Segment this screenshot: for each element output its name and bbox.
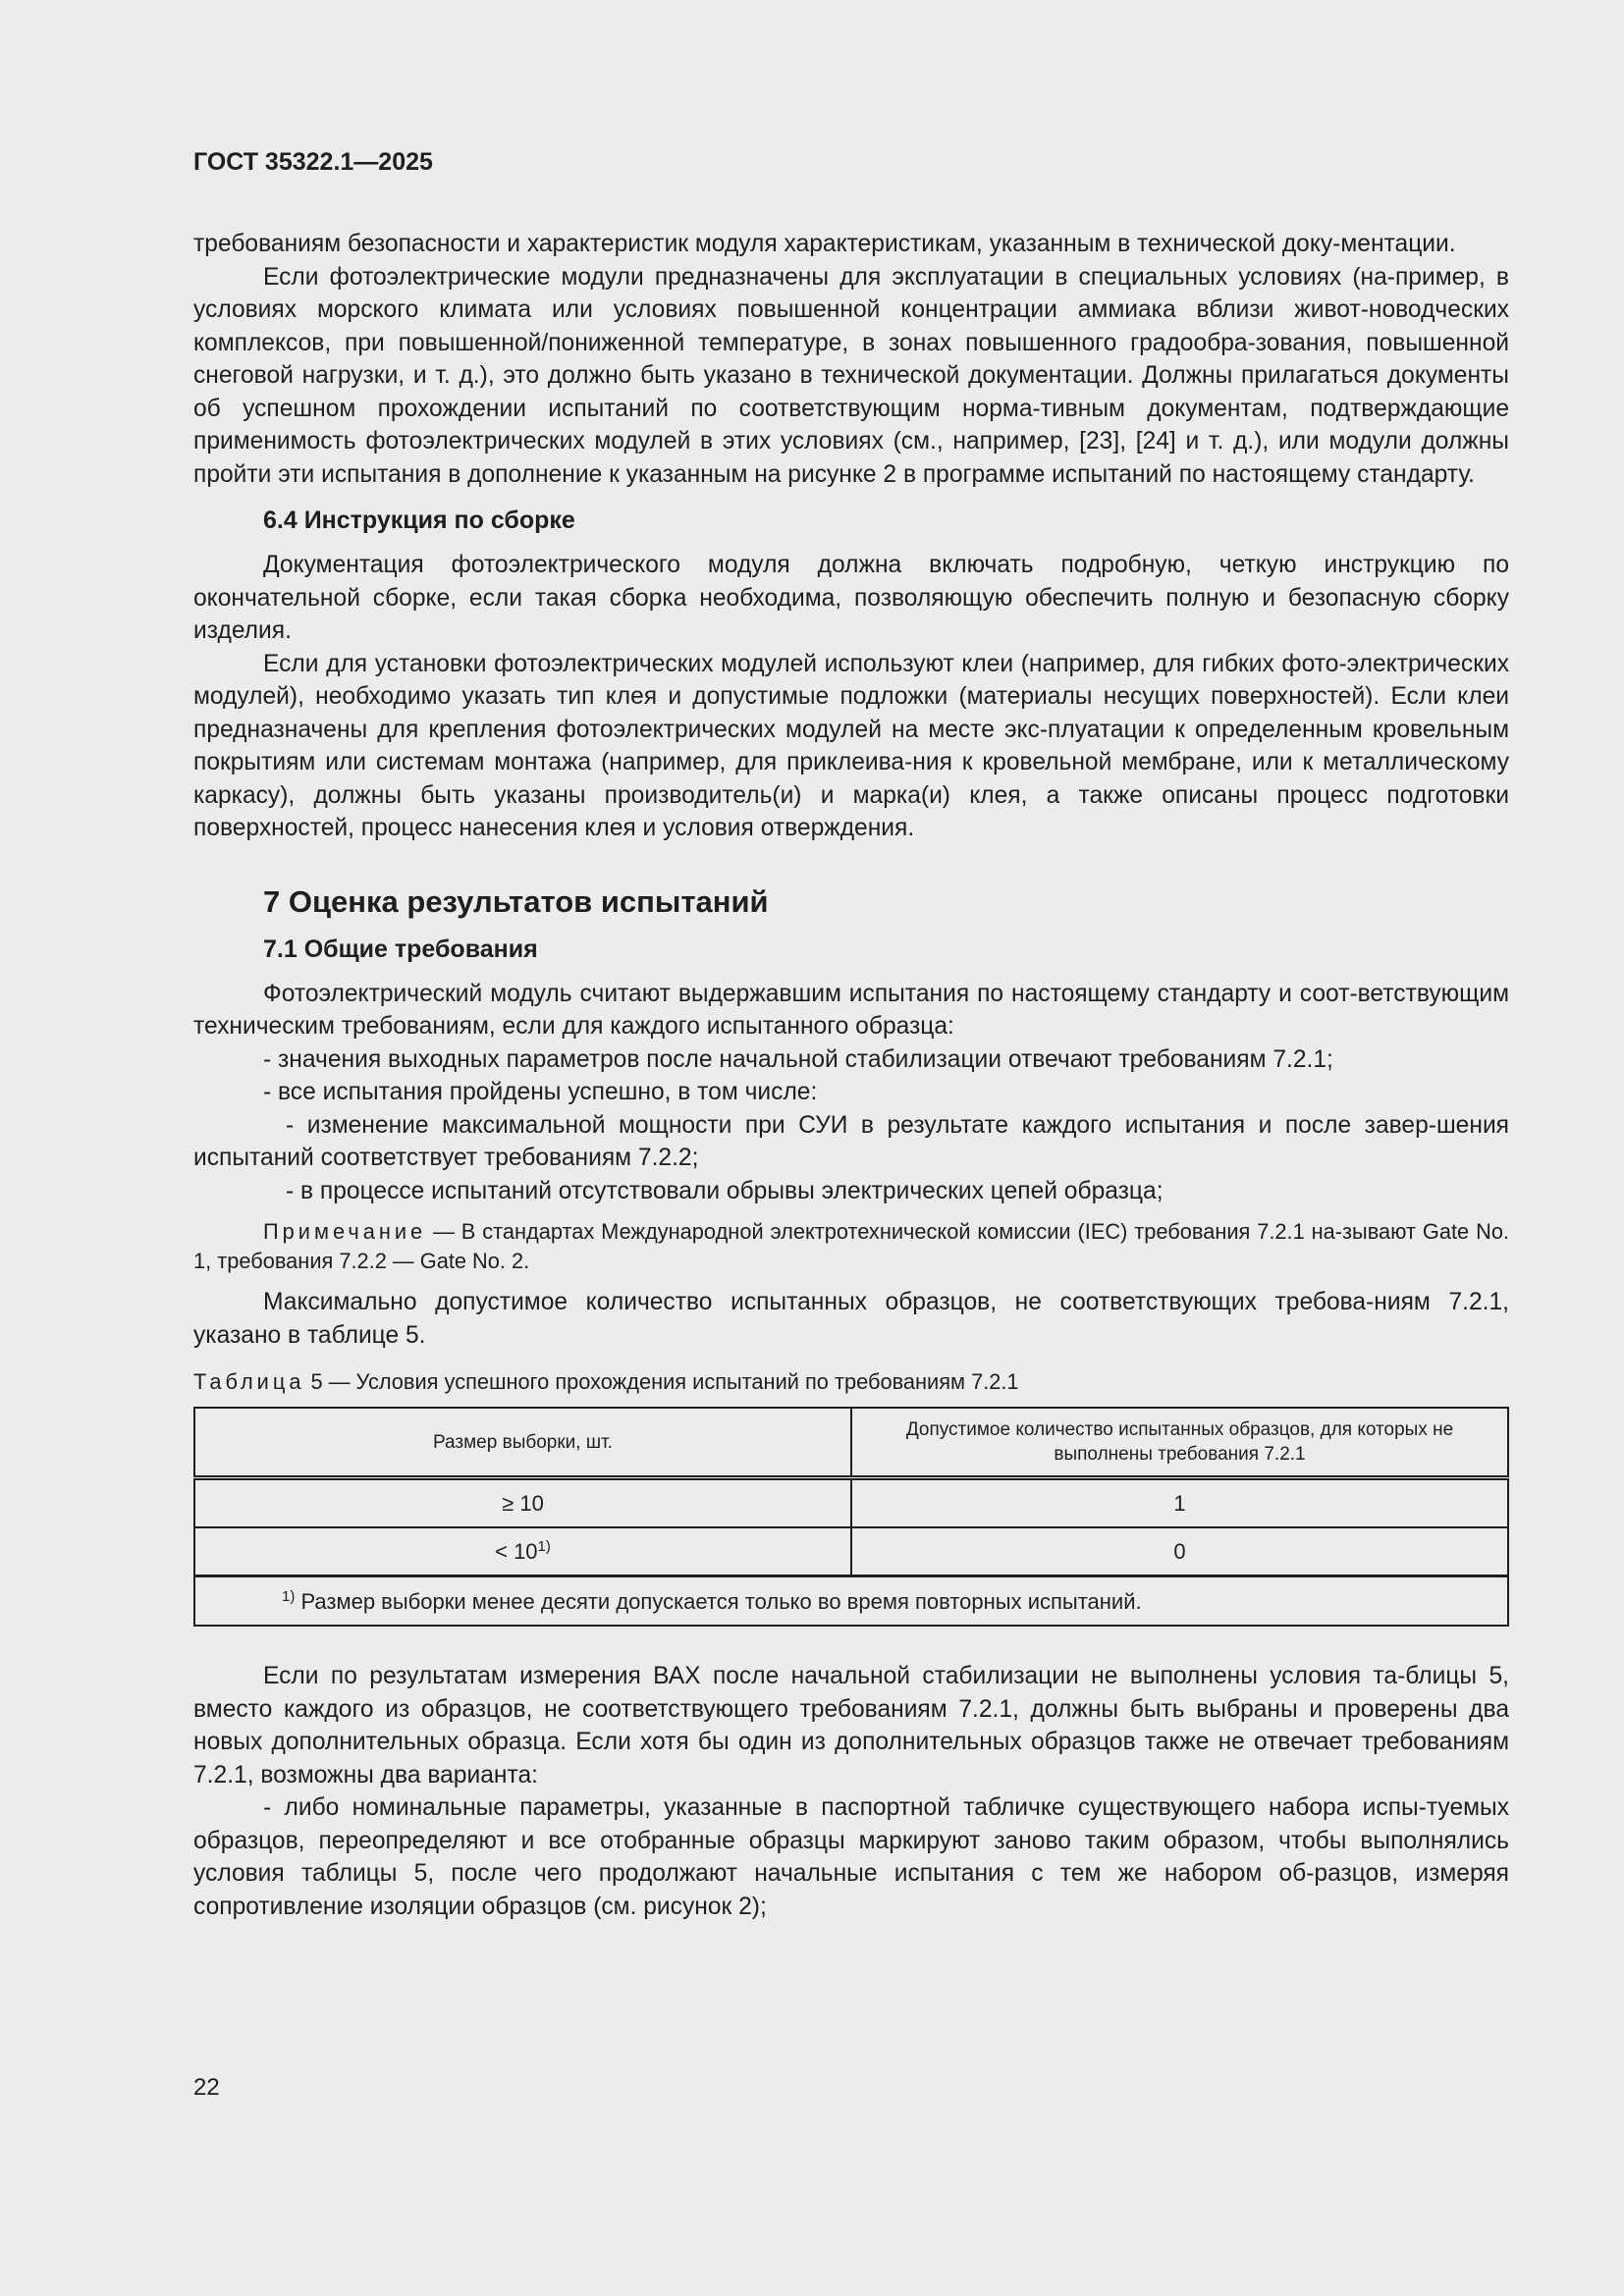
table-row bbox=[194, 1478, 1508, 1528]
list-item-option-1: - либо номинальные параметры, указанные в паспортной табличке существующего набора испы-туемых образцов, переопределяют и все отобранные образцы маркируют заново таким образом, чтобы выполнялись условия таблицы 5, после чего продолжают начальные испытания с тем же набором об-разцов, измеряя сопротивление изоляции образцов (см. рисунок 2); bbox=[193, 1794, 1509, 1920]
heading-7-1: 7.1 Общие требования bbox=[263, 934, 538, 963]
note bbox=[193, 1217, 1509, 1276]
table-cell-allowed-failures: 0 bbox=[851, 1527, 1508, 1576]
heading-6-4: 6.4 Инструкция по сборке bbox=[263, 507, 575, 534]
table-header-allowed-failures: Допустимое количество испытанных образцов, для которых не выполнены требования 7.2.1 bbox=[851, 1408, 1508, 1478]
paragraph-max-samples: Максимально допустимое количество испытанных образцов, не соответствующих требова-ниям 7.2.1, указано в таблице 5. bbox=[193, 1289, 1509, 1349]
table-5 bbox=[193, 1407, 1509, 1627]
footnote-ref: 1) bbox=[537, 1538, 551, 1555]
table-header-sample-size: Размер выборки, шт. bbox=[194, 1408, 851, 1478]
footnote-text: Размер выборки менее десяти допускается только во время повторных испытаний. bbox=[295, 1588, 1142, 1614]
footnote-mark: 1) bbox=[282, 1587, 296, 1605]
note-label: Примечание bbox=[263, 1219, 427, 1244]
paragraph-special-conditions: Если фотоэлектрические модули предназначены для эксплуатации в специальных условиях (на-пример, в условиях морского климата или условиях повышенной концентрации аммиака вблизи живот-новодческих комплексов, при повышенной/пониженной температуре, в зонах повышенного градообра-зования, повышенной снеговой нагрузки, и т. д.), это должно быть указано в технической документации. Должны прилагаться документы об успешном прохождении испытаний по соответствующим норма-тивным документам, подтверждающие применимость фотоэлектрических модулей в этих условиях (см., например, [23], [24] и т. д.), или модули должны пройти эти испытания в дополнение к указанным на рисунке 2 в программе испытаний по настоящему стандарту. bbox=[193, 263, 1509, 488]
table-caption-label: Таблица bbox=[193, 1369, 305, 1394]
table-cell-sample-size bbox=[194, 1527, 851, 1576]
list-item-no-open-circuits: - в процессе испытаний отсутствовали обрывы электрических цепей образца; bbox=[286, 1177, 1164, 1204]
table-caption-title: 5 — Условия успешного прохождения испытаний по требованиям 7.2.1 bbox=[304, 1369, 1019, 1394]
table-footnote-row bbox=[194, 1576, 1508, 1627]
table-footnote bbox=[194, 1576, 1508, 1627]
paragraph-assembly-docs: Документация фотоэлектрического модуля должна включать подробную, четкую инструкцию по окончательной сборке, если такая сборка необходима, позволяющую обеспечить полную и безопасную сборку изделия. bbox=[193, 552, 1509, 644]
table-caption bbox=[193, 1367, 1509, 1397]
paragraph-iv-measurement: Если по результатам измерения ВАХ после начальной стабилизации не выполнены условия та-блицы 5, вместо каждого из образцов, не соответствующего требованиям 7.2.1, должны быть выбраны и проверены два новых дополнительных образца. Если хотя бы один из дополнительных образцов также не отвечает требованиям 7.2.1, возможны два варианта: bbox=[193, 1663, 1509, 1789]
note-text: — В стандартах Международной электротехнической комиссии (IEC) требования 7.2.1 на-зывают Gate No. 1, требования 7.2.2 — Gate No. 2. bbox=[193, 1219, 1509, 1273]
table-header-row bbox=[194, 1408, 1508, 1478]
paragraph-continuation: требованиям безопасности и характеристик модуля характеристикам, указанным в технической доку-ментации. bbox=[193, 231, 1456, 257]
document-page bbox=[193, 147, 1509, 1923]
list-item-all-tests: - все испытания пройдены успешно, в том числе: bbox=[263, 1079, 818, 1105]
table-cell-allowed-failures: 1 bbox=[851, 1478, 1508, 1528]
list-item-power-change: - изменение максимальной мощности при СУИ в результате каждого испытания и после завер-шения испытаний соответствует требованиям 7.2.2; bbox=[193, 1111, 1509, 1171]
table-cell-value: < 10 bbox=[495, 1539, 538, 1564]
table-cell-sample-size: ≥ 10 bbox=[194, 1478, 851, 1528]
paragraph-adhesives: Если для установки фотоэлектрических модулей используют клеи (например, для гибких фото-электрических модулей), необходимо указать тип клея и допустимые подложки (материалы несущих поверхностей). Если клеи предназначены для крепления фотоэлектрических модулей на месте экс-плуатации к определенным кровельным покрытиям или системам монтажа (например, для приклеива-ния к кровельной мембране, или к металлическому каркасу), должны быть указаны производитель(и) и марка(и) клея, а также описаны процесс подготовки поверхностей, процесс нанесения клея и условия отверждения. bbox=[193, 650, 1509, 841]
heading-7: 7 Оценка результатов испытаний bbox=[263, 883, 769, 919]
table-row bbox=[194, 1527, 1508, 1576]
page-number: 22 bbox=[193, 2074, 220, 2101]
document-code: ГОСТ 35322.1—2025 bbox=[193, 148, 433, 176]
list-item-output-params: - значения выходных параметров после начальной стабилизации отвечают требованиям 7.2.1; bbox=[263, 1045, 1333, 1073]
paragraph-general-requirements: Фотоэлектрический модуль считают выдержавшим испытания по настоящему стандарту и соот-ветствующим техническим требованиям, если для каждого испытанного образца: bbox=[193, 980, 1509, 1040]
